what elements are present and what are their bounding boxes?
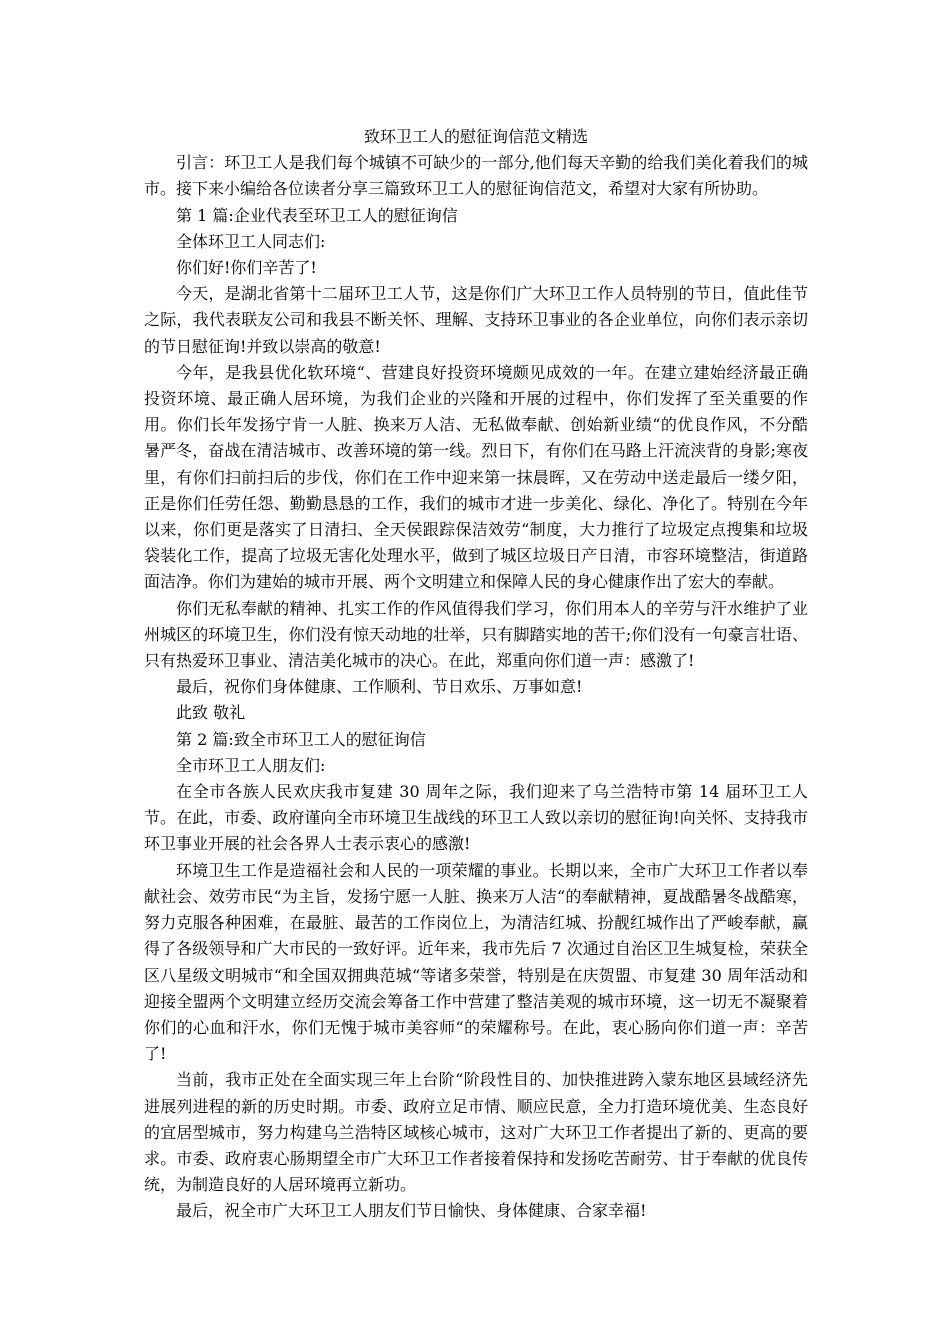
section-heading-1: 第 1 篇:企业代表至环卫工人的慰征询信	[176, 205, 458, 225]
greeting-line: 你们好!你们辛苦了!	[176, 258, 317, 278]
salutation-1: 全体环卫工人同志们:	[176, 231, 326, 251]
document-page	[144, 124, 808, 1225]
body-paragraph: 今年，是我县优化软环境“、营建良好投资环境颇见成效的一年。在建立建始经济最正确投资环境、最正确人居环境，为我们企业的兴隆和开展的过程中，你们发挥了至关重要的作用。你们长年发扬宁肯一人脏、换来万人洁、无私做奉献、创始新业绩“的优良作风，不分酷暑严冬，奋战在清洁城市、改善环境的第一线。烈日下，有你们在马路上汗流浃背的身影;寒夜里，有你们扫前扫后的步伐，你们在工作中迎来第一抹晨晖，又在劳动中送走最后一缕夕阳，正是你们任劳任怨、勤勤恳恳的工作，我们的城市才进一步美化、绿化、净化了。特别在今年以来，你们更是落实了日清扫、全天侯跟踪保洁效劳“制度，大力推行了垃圾定点搜集和垃圾袋装化工作，提高了垃圾无害化处理水平，做到了城区垃圾日产日清，市容环境整洁，街道路面洁净。你们为建始的城市开展、两个文明建立和保障人民的身心健康作出了宏大的奉献。	[144, 362, 808, 592]
body-paragraph: 今天，是湖北省第十二届环卫工人节，这是你们广大环卫工作人员特别的节日，值此佳节之际，我代表联友公司和我县不断关怀、理解、支持环卫事业的各企业单位，向你们表示亲切的节日慰征询!并致以崇高的敬意!	[144, 284, 808, 356]
closing-wishes-2: 最后，祝全市广大环卫工人朋友们节日愉快、身体健康、合家幸福!	[176, 1201, 647, 1221]
document-title: 致环卫工人的慰征询信范文精选	[363, 127, 588, 146]
closing-wishes-1: 最后，祝你们身体健康、工作顺利、节日欢乐、万事如意!	[176, 677, 583, 697]
section-heading-2: 第 2 篇:致全市环卫工人的慰征询信	[176, 729, 426, 749]
salutation-2: 全市环卫工人朋友们:	[176, 755, 326, 775]
intro-paragraph: 引言：环卫工人是我们每个城镇不可缺少的一部分,他们每天辛勤的给我们美化着我们的城市。接下来小编给各位读者分享三篇致环卫工人的慰征询信范文，希望对大家有所协助。	[144, 153, 808, 199]
body-paragraph: 环境卫生工作是造福社会和人民的一项荣耀的事业。长期以来，全市广大环卫工作者以奉献社会、效劳市民“为主旨，发扬宁愿一人脏、换来万人洁“的奉献精神，夏战酷暑冬战酷寒，努力克服各种困难，在最脏、最苦的工作岗位上，为清洁红城、扮靓红城作出了严峻奉献，赢得了各级领导和广大市民的一致好评。近年来，我市先后 7 次通过自治区卫生城复检，荣获全区八星级文明城市“和全国双拥典范城“等诸多荣誉，特别是在庆贺盟、市复建 30 周年活动和迎接全盟两个文明建立经历交流会筹备工作中营建了整洁美观的城市环境，这一切无不凝聚着你们的心血和汗水，你们无愧于城市美容师“的荣耀称号。在此，衷心肠向你们道一声：辛苦了!	[144, 860, 808, 1064]
body-paragraph: 你们无私奉献的精神、扎实工作的作风值得我们学习，你们用本人的辛劳与汗水维护了业州城区的环境卫生，你们没有惊天动地的壮举，只有脚踏实地的苦干;你们没有一句豪言壮语、只有热爱环卫事业、清洁美化城市的决心。在此，郑重向你们道一声：感激了!	[144, 598, 808, 671]
sign-off: 此致 敬礼	[176, 703, 246, 723]
body-paragraph: 当前，我市正处在全面实现三年上台阶“阶段性目的、加快推进跨入蒙东地区县域经济先进展列进程的新的历史时期。市委、政府立足市情、顺应民意，全力打造环境优美、生态良好的宜居型城市，努力构建乌兰浩特区域核心城市，这对广大环卫工作者提出了新的、更高的要求。市委、政府衷心肠期望全市广大环卫工作者接着保持和发扬吃苦耐劳、甘于奉献的优良传统，为制造良好的人居环境再立新功。	[144, 1070, 808, 1195]
body-paragraph: 在全市各族人民欢庆我市复建 30 周年之际，我们迎来了乌兰浩特市第 14 届环卫工人节。在此，市委、政府谨向全市环境卫生战线的环卫工人致以亲切的慰征询!向关怀、支持我市环卫事业开展的社会各界人士表示衷心的感激!	[144, 782, 808, 854]
